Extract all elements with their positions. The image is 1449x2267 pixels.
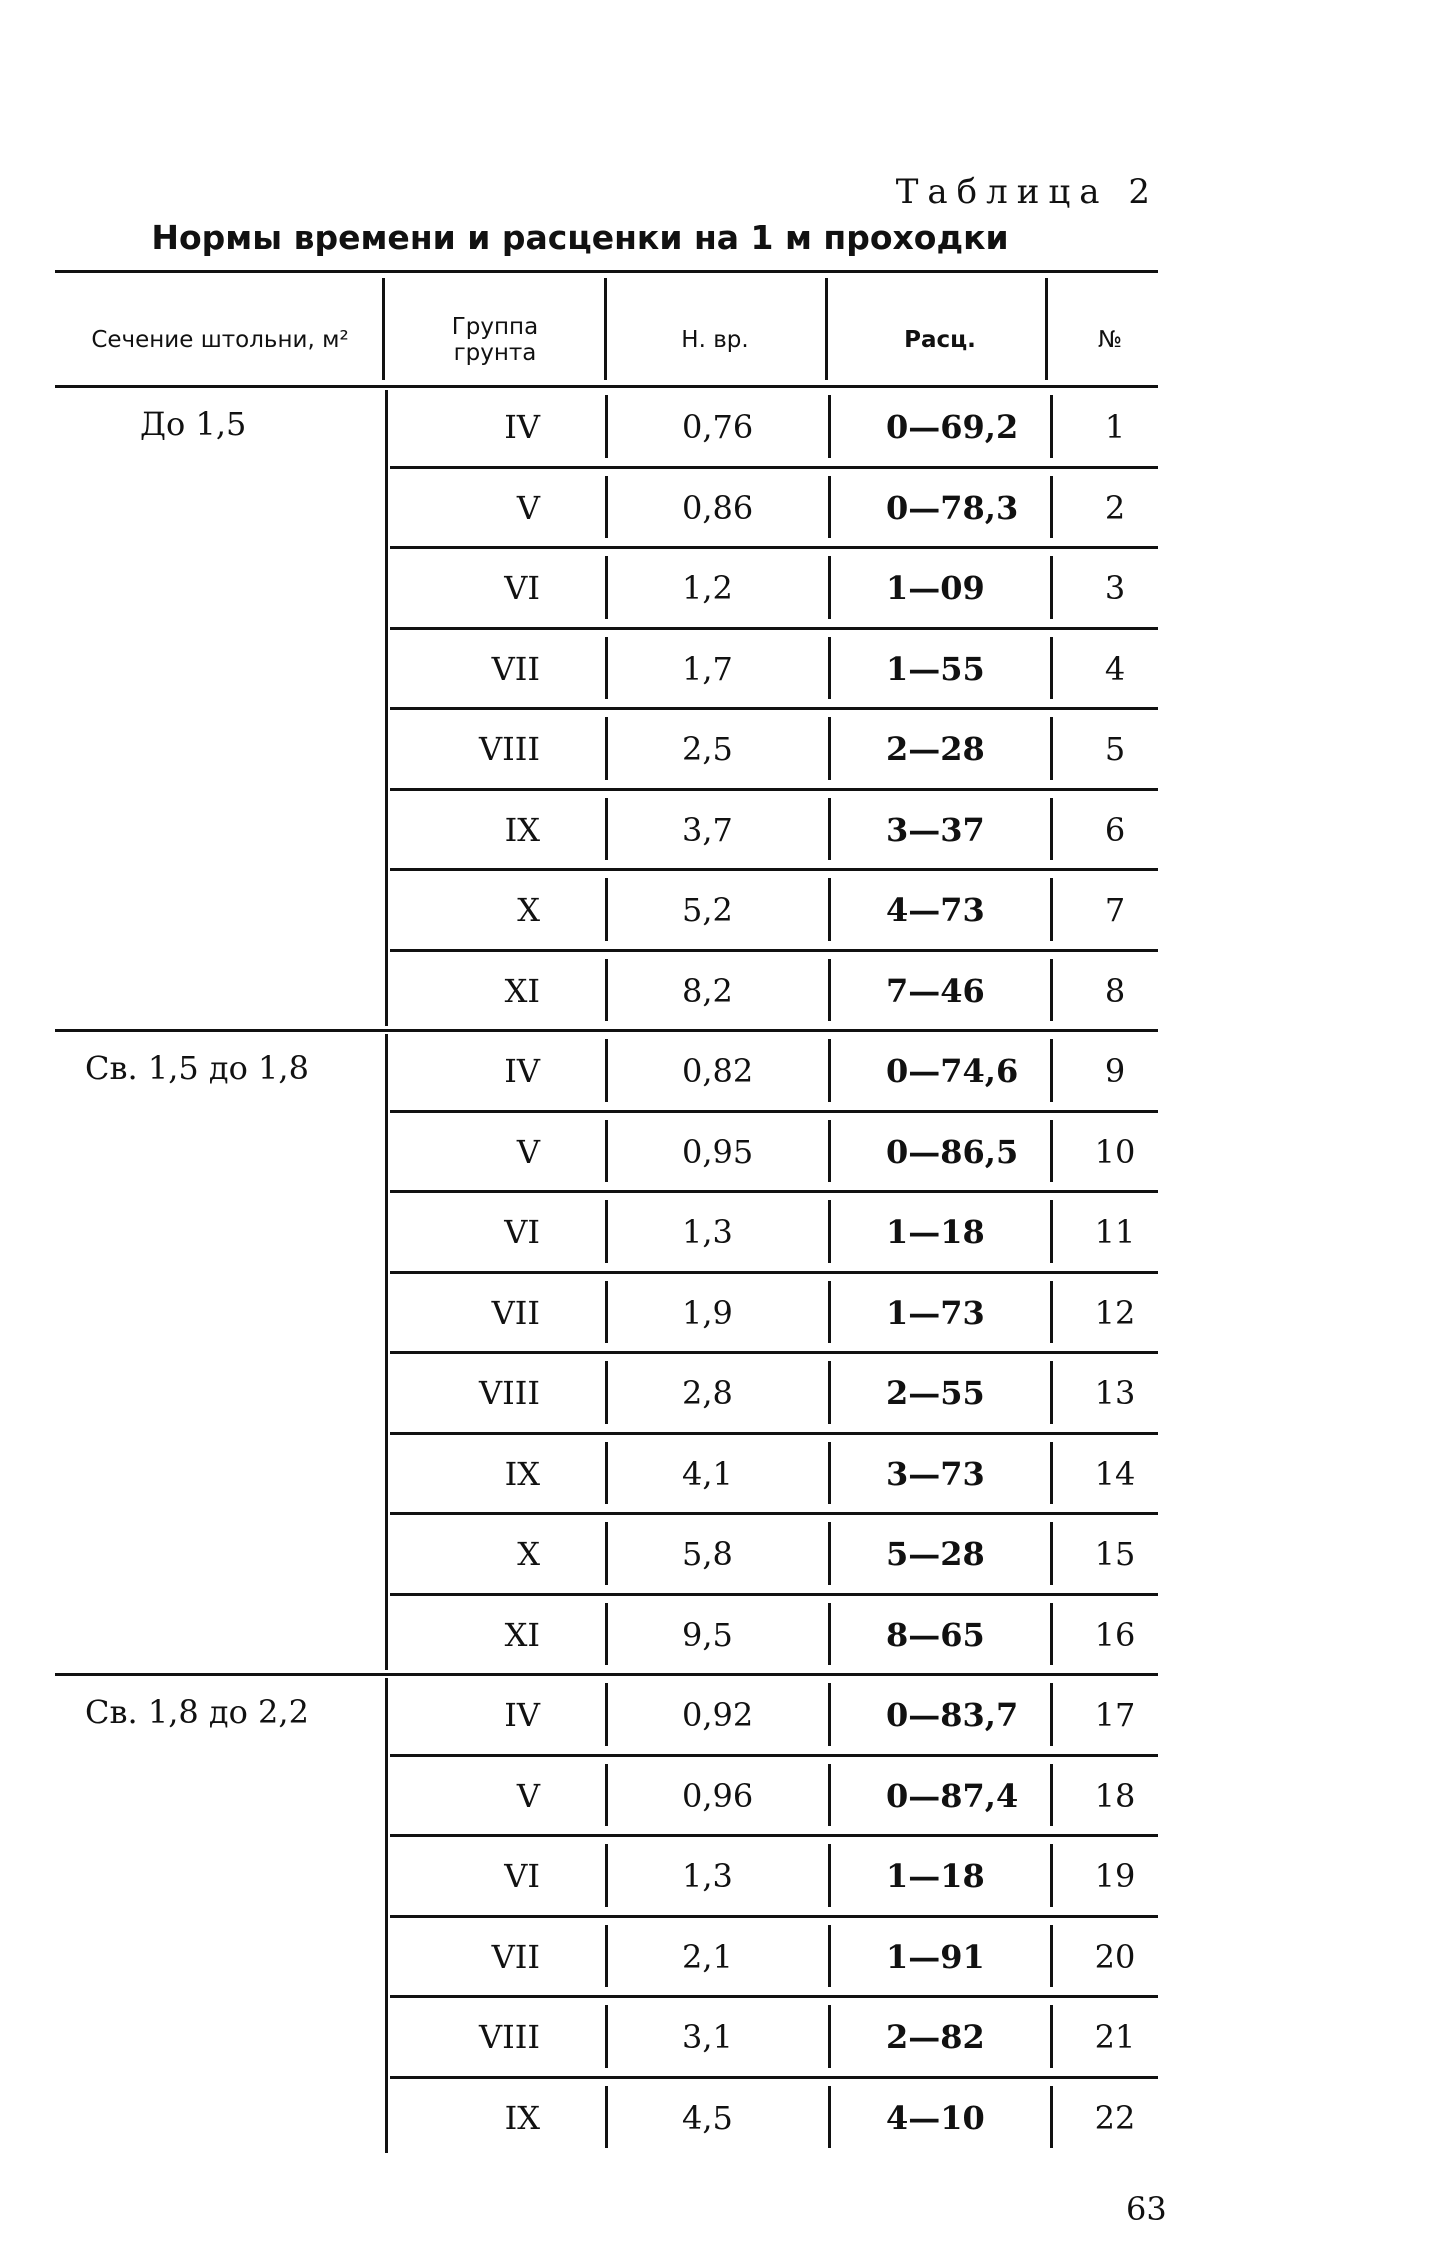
column-divider bbox=[828, 1442, 831, 1505]
group-cell: VII bbox=[491, 1937, 540, 1976]
column-divider bbox=[828, 1361, 831, 1424]
row-number-cell: 16 bbox=[1094, 1615, 1136, 1654]
time-norm-cell: 0,82 bbox=[682, 1052, 754, 1090]
time-norm-cell: 2,1 bbox=[682, 1937, 733, 1976]
rate-cell: 4—10 bbox=[886, 2098, 985, 2137]
column-divider bbox=[1050, 878, 1053, 941]
group-cell: V bbox=[516, 1132, 540, 1171]
time-norm-cell: 4,5 bbox=[682, 2098, 733, 2137]
time-norm-cell: 5,2 bbox=[682, 891, 733, 929]
rate-cell: 1—91 bbox=[886, 1937, 985, 1976]
column-divider bbox=[605, 1281, 608, 1344]
column-divider bbox=[1050, 1442, 1053, 1505]
header-divider-2 bbox=[604, 278, 607, 380]
header-nvr: Н. вр. bbox=[681, 327, 749, 353]
column-divider bbox=[1050, 1683, 1053, 1746]
header-divider-4 bbox=[1045, 278, 1048, 380]
group-cell: VI bbox=[504, 1857, 540, 1895]
column-divider bbox=[828, 1844, 831, 1907]
time-norm-cell: 0,92 bbox=[682, 1696, 754, 1734]
rate-cell: 2—55 bbox=[886, 1374, 985, 1412]
column-divider bbox=[1050, 2005, 1053, 2068]
column-divider bbox=[828, 1603, 831, 1666]
column-divider bbox=[605, 1200, 608, 1263]
group-cell: IV bbox=[504, 1052, 540, 1090]
column-divider bbox=[605, 2005, 608, 2068]
section-divider bbox=[385, 1034, 388, 1670]
column-divider bbox=[605, 476, 608, 539]
column-divider bbox=[828, 637, 831, 700]
group-cell: V bbox=[516, 1776, 540, 1815]
group-cell: VI bbox=[504, 569, 540, 607]
rate-cell: 1—18 bbox=[886, 1213, 985, 1251]
column-divider bbox=[605, 717, 608, 780]
section-divider bbox=[385, 1678, 388, 2153]
row-number-cell: 12 bbox=[1094, 1293, 1136, 1332]
rate-cell: 2—28 bbox=[886, 730, 985, 768]
page-number: 63 bbox=[1126, 2190, 1167, 2228]
group-cell: VI bbox=[504, 1213, 540, 1251]
group-cell: XI bbox=[504, 971, 540, 1010]
section-divider bbox=[385, 390, 388, 1026]
rate-cell: 0—78,3 bbox=[886, 488, 1019, 527]
rate-cell: 4—73 bbox=[886, 891, 985, 929]
rate-cell: 0—87,4 bbox=[886, 1776, 1019, 1815]
row-number-cell: 22 bbox=[1094, 2098, 1136, 2137]
column-divider bbox=[1050, 717, 1053, 780]
row-number-cell: 6 bbox=[1104, 810, 1126, 849]
group-cell: IX bbox=[504, 810, 540, 849]
row-number-cell: 15 bbox=[1094, 1535, 1136, 1573]
header-num: № bbox=[1098, 327, 1122, 353]
column-divider bbox=[828, 476, 831, 539]
column-divider bbox=[1050, 1522, 1053, 1585]
column-divider bbox=[828, 959, 831, 1022]
rate-cell: 0—83,7 bbox=[886, 1696, 1019, 1734]
section-label: До 1,5 bbox=[140, 405, 247, 443]
page-title: Нормы времени и расценки на 1 м проходки bbox=[151, 218, 1009, 257]
column-divider bbox=[828, 2086, 831, 2149]
group-cell: IV bbox=[504, 1696, 540, 1734]
header-section: Сечение штольни, м² bbox=[91, 327, 349, 353]
column-divider bbox=[828, 717, 831, 780]
column-divider bbox=[605, 1522, 608, 1585]
time-norm-cell: 2,5 bbox=[682, 730, 733, 768]
row-number-cell: 11 bbox=[1094, 1213, 1136, 1251]
column-divider bbox=[828, 1120, 831, 1183]
column-divider bbox=[605, 637, 608, 700]
time-norm-cell: 5,8 bbox=[682, 1535, 733, 1573]
row-number-cell: 20 bbox=[1094, 1937, 1136, 1976]
column-divider bbox=[1050, 798, 1053, 861]
rate-cell: 3—37 bbox=[886, 810, 985, 849]
rate-cell: 0—69,2 bbox=[886, 408, 1019, 446]
row-number-cell: 3 bbox=[1104, 569, 1126, 607]
section-label: Св. 1,8 до 2,2 bbox=[85, 1693, 309, 1731]
rate-cell: 1—73 bbox=[886, 1293, 985, 1332]
column-divider bbox=[1050, 1200, 1053, 1263]
header-divider-3 bbox=[825, 278, 828, 380]
rate-cell: 8—65 bbox=[886, 1615, 985, 1654]
row-number-cell: 13 bbox=[1094, 1374, 1136, 1412]
column-divider bbox=[828, 1764, 831, 1827]
time-norm-cell: 3,1 bbox=[682, 2018, 733, 2056]
column-divider bbox=[1050, 1039, 1053, 1102]
column-divider bbox=[828, 1039, 831, 1102]
row-number-cell: 5 bbox=[1104, 730, 1126, 768]
column-divider bbox=[605, 2086, 608, 2149]
header-divider-1 bbox=[382, 278, 385, 380]
column-divider bbox=[605, 1764, 608, 1827]
column-divider bbox=[1050, 1603, 1053, 1666]
column-divider bbox=[828, 878, 831, 941]
column-divider bbox=[1050, 1844, 1053, 1907]
rate-cell: 0—86,5 bbox=[886, 1132, 1019, 1171]
column-divider bbox=[605, 1683, 608, 1746]
time-norm-cell: 1,2 bbox=[682, 569, 733, 607]
column-divider bbox=[605, 798, 608, 861]
rate-cell: 0—74,6 bbox=[886, 1052, 1019, 1090]
row-number-cell: 18 bbox=[1094, 1776, 1136, 1815]
column-divider bbox=[1050, 1361, 1053, 1424]
column-divider bbox=[1050, 1281, 1053, 1344]
group-cell: VIII bbox=[478, 1374, 540, 1412]
column-divider bbox=[1050, 637, 1053, 700]
group-cell: X bbox=[517, 1535, 540, 1573]
column-divider bbox=[605, 1925, 608, 1988]
time-norm-cell: 9,5 bbox=[682, 1615, 733, 1654]
rate-cell: 1—18 bbox=[886, 1857, 985, 1895]
column-divider bbox=[605, 1442, 608, 1505]
column-divider bbox=[605, 1603, 608, 1666]
column-divider bbox=[828, 1281, 831, 1344]
column-divider bbox=[828, 556, 831, 619]
column-divider bbox=[605, 1844, 608, 1907]
row-number-cell: 4 bbox=[1104, 649, 1126, 688]
time-norm-cell: 2,8 bbox=[682, 1374, 733, 1412]
time-norm-cell: 1,9 bbox=[682, 1293, 733, 1332]
group-cell: VIII bbox=[478, 2018, 540, 2056]
row-number-cell: 19 bbox=[1094, 1857, 1136, 1895]
column-divider bbox=[828, 395, 831, 458]
row-number-cell: 9 bbox=[1104, 1052, 1126, 1090]
column-divider bbox=[605, 878, 608, 941]
column-divider bbox=[1050, 959, 1053, 1022]
column-divider bbox=[828, 1200, 831, 1263]
row-number-cell: 7 bbox=[1104, 891, 1126, 929]
rate-cell: 2—82 bbox=[886, 2018, 985, 2056]
group-cell: V bbox=[516, 488, 540, 527]
time-norm-cell: 3,7 bbox=[682, 810, 733, 849]
rate-cell: 1—55 bbox=[886, 649, 985, 688]
header-rasc: Расц. bbox=[904, 327, 976, 353]
column-divider bbox=[605, 1361, 608, 1424]
row-number-cell: 1 bbox=[1104, 408, 1126, 446]
column-divider bbox=[1050, 1120, 1053, 1183]
header-top-rule bbox=[55, 270, 1158, 273]
time-norm-cell: 4,1 bbox=[682, 1454, 733, 1493]
column-divider bbox=[605, 1120, 608, 1183]
group-cell: IV bbox=[504, 408, 540, 446]
row-number-cell: 10 bbox=[1094, 1132, 1136, 1171]
column-divider bbox=[828, 1522, 831, 1585]
column-divider bbox=[828, 2005, 831, 2068]
group-cell: VII bbox=[491, 1293, 540, 1332]
row-number-cell: 21 bbox=[1094, 2018, 1136, 2056]
group-cell: X bbox=[517, 891, 540, 929]
group-cell: VIII bbox=[478, 730, 540, 768]
column-divider bbox=[1050, 1764, 1053, 1827]
rate-cell: 3—73 bbox=[886, 1454, 985, 1493]
time-norm-cell: 1,3 bbox=[682, 1857, 733, 1895]
column-divider bbox=[1050, 476, 1053, 539]
column-divider bbox=[605, 959, 608, 1022]
group-cell: IX bbox=[504, 1454, 540, 1493]
time-norm-cell: 0,86 bbox=[682, 488, 754, 527]
rate-cell: 7—46 bbox=[886, 971, 985, 1010]
column-divider bbox=[828, 1683, 831, 1746]
time-norm-cell: 1,3 bbox=[682, 1213, 733, 1251]
column-divider bbox=[605, 1039, 608, 1102]
time-norm-cell: 0,76 bbox=[682, 408, 754, 446]
time-norm-cell: 8,2 bbox=[682, 971, 733, 1010]
row-number-cell: 14 bbox=[1094, 1454, 1136, 1493]
column-divider bbox=[605, 395, 608, 458]
rate-cell: 1—09 bbox=[886, 569, 985, 607]
section-label: Св. 1,5 до 1,8 bbox=[85, 1049, 309, 1087]
column-divider bbox=[1050, 395, 1053, 458]
group-cell: VII bbox=[491, 649, 540, 688]
table-label: Таблица 2 bbox=[895, 172, 1159, 212]
time-norm-cell: 0,96 bbox=[682, 1776, 754, 1815]
column-divider bbox=[828, 798, 831, 861]
column-divider bbox=[1050, 556, 1053, 619]
group-cell: IX bbox=[504, 2098, 540, 2137]
row-number-cell: 2 bbox=[1104, 488, 1126, 527]
column-divider bbox=[1050, 2086, 1053, 2149]
row-number-cell: 17 bbox=[1094, 1696, 1136, 1734]
group-cell: XI bbox=[504, 1615, 540, 1654]
row-number-cell: 8 bbox=[1104, 971, 1126, 1010]
time-norm-cell: 1,7 bbox=[682, 649, 733, 688]
header-group: Группа грунта bbox=[451, 314, 539, 366]
column-divider bbox=[605, 556, 608, 619]
time-norm-cell: 0,95 bbox=[682, 1132, 754, 1171]
rate-cell: 5—28 bbox=[886, 1535, 985, 1573]
column-divider bbox=[1050, 1925, 1053, 1988]
column-divider bbox=[828, 1925, 831, 1988]
